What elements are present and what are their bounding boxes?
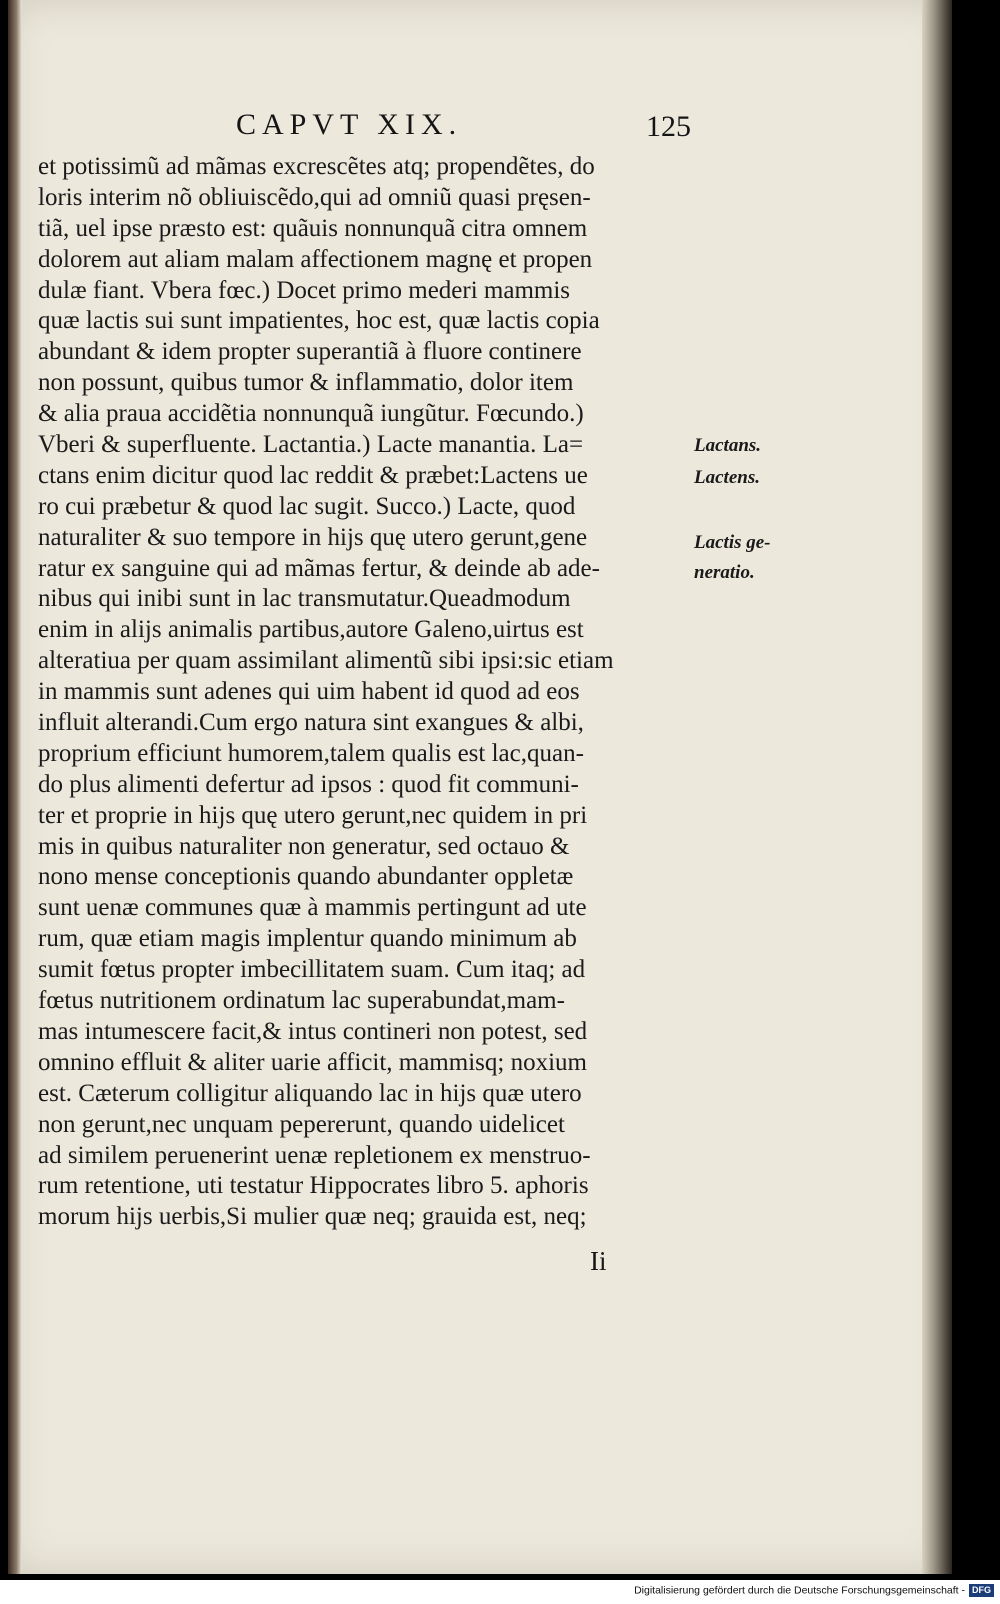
text-line: influit alterandi.Cum ergo natura sint exangues & albi, [38, 709, 584, 737]
text-line: sunt uenæ communes quæ à mammis pertingunt ad ute [38, 894, 587, 922]
text-line: non gerunt,nec unquam pepererunt, quando uidelicet [38, 1110, 565, 1138]
page-spine-edge [8, 0, 22, 1574]
text-line: Vberi & superfluente. Lactantia.) Lacte manantia. La= [38, 431, 584, 459]
text-line: loris interim nõ obliuiscẽdo,qui ad omniũ quasi pręsen- [38, 183, 591, 211]
text-line: tiã, uel ipse præsto est: quãuis nonnunquã citra omnem [38, 214, 588, 242]
text-line: in mammis sunt adenes qui uim habent id quod ad eos [38, 678, 580, 706]
dfg-logo: DFG [969, 1584, 994, 1597]
text-line: ro cui præbetur & quod lac sugit. Succo.) Lacte, quod [38, 492, 576, 520]
text-line: non possunt, quibus tumor & inflammatio, dolor item [38, 369, 574, 397]
digitization-footer [634, 1584, 994, 1597]
text-line: proprium efficiunt humorem,talem qualis est lac,quan- [38, 739, 584, 767]
text-line: dolorem aut aliam malam affectionem magnę et propen [38, 245, 593, 273]
text-line: rum retentione, uti testatur Hippocrates libro 5. aphoris [38, 1172, 589, 1200]
text-line: nibus qui inibi sunt in lac transmutatur.Queadmodum [38, 585, 571, 613]
text-line: est. Cæterum colligitur aliquando lac in hijs quæ utero [38, 1079, 582, 1107]
margin-note-lactis-generatio-2: neratio. [694, 562, 755, 583]
book-page [8, 0, 952, 1574]
text-line: abundant & idem propter superantiã à fluore continere [38, 338, 582, 366]
signature-mark: Ii [590, 1246, 607, 1276]
text-line: rum, quæ etiam magis implentur quando minimum ab [38, 925, 577, 953]
running-head: CAPVT XIX. [236, 108, 463, 141]
text-line: mis in quibus naturaliter non generatur, sed octauo & [38, 832, 570, 860]
text-line: dulæ fiant. Vbera fœc.) Docet primo mederi mammis [38, 276, 571, 304]
text-line: ratur ex sanguine qui ad mãmas fertur, & deinde ab ade- [38, 554, 600, 582]
text-line: & alia praua accidẽtia nonnunquã iungũtur. Fœcundo.) [38, 400, 584, 428]
text-line: fœtus nutritionem ordinatum lac superabundat,mam- [38, 987, 565, 1015]
text-line: naturaliter & suo tempore in hijs quę utero gerunt,gene [38, 523, 588, 551]
text-line: ad similem peruenerint uenæ repletionem ex menstruo- [38, 1141, 591, 1169]
text-line: ctans enim dicitur quod lac reddit & præbet:Lactens ue [38, 461, 588, 489]
margin-note-lactens: Lactens. [694, 467, 760, 488]
margin-note-lactans: Lactans. [694, 435, 762, 456]
main-text-block [38, 152, 698, 1233]
margin-note-lactis-generatio-1: Lactis ge- [694, 532, 771, 553]
page-number: 125 [646, 110, 691, 143]
footer-text: Digitalisierung gefördert durch die Deutsche Forschungsgemeinschaft - [634, 1584, 965, 1597]
text-line: sumit fœtus propter imbecillitatem suam. Cum itaq; ad [38, 956, 586, 984]
text-line: et potissimũ ad mãmas excrescẽtes atq; propendẽtes, do [38, 153, 595, 180]
text-line: do plus alimenti defertur ad ipsos : quod fit communi- [38, 770, 579, 798]
text-line: omnino effluit & aliter uarie afficit, mammisq; noxium [38, 1048, 587, 1076]
text-line: morum hijs uerbis,Si mulier quæ neq; grauida est, neq; [38, 1203, 587, 1231]
page-binding-edge [922, 0, 952, 1574]
text-line: enim in alijs animalis partibus,autore Galeno,uirtus est [38, 616, 584, 644]
text-line: nono mense conceptionis quando abundanter oppletæ [38, 863, 574, 891]
text-line: quæ lactis sui sunt impatientes, hoc est, quæ lactis copia [38, 307, 600, 335]
text-line: mas intumescere facit,& intus contineri non potest, sed [38, 1017, 588, 1045]
text-line: ter et proprie in hijs quę utero gerunt,nec quidem in pri [38, 801, 588, 829]
text-line: alteratiua per quam assimilant alimentũ sibi ipsi:sic etiam [38, 647, 614, 675]
